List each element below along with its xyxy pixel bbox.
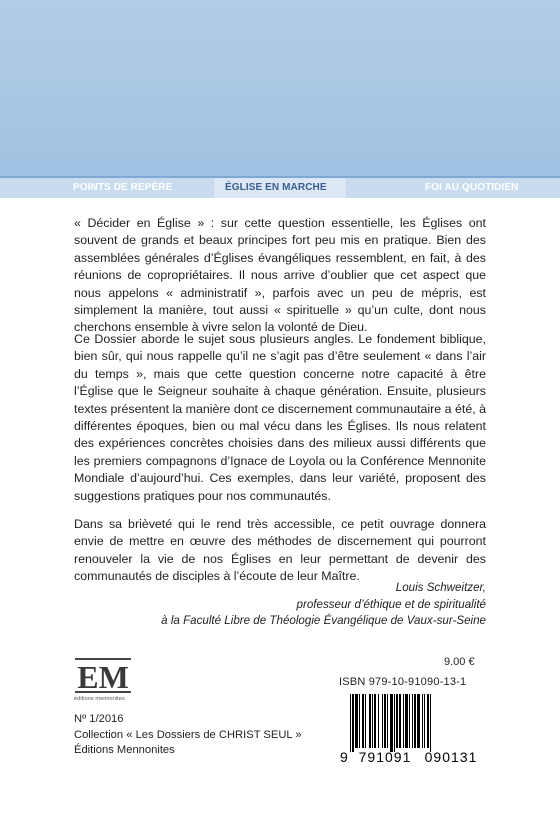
summary-paragraph-2: [74, 331, 486, 505]
paragraph-text: « Décider en Église » : sur cette question essentielle, les Églises ont souvent de grands et beaux principes fort peu mis en pratique. Bien des assemblées générales d’Églises évangéliques ressemblent, en fait, à des réunions de copropriétaires. Il nous arrive d’oublier que cet aspect que nous appelons « administratif », parfois avec un peu de mépris, est simplement la manière, tout aussi « spirituelle » qu’un culte, dont nous cherchons ensemble à vivre selon la volonté de Dieu.: [74, 216, 486, 335]
barcode-digits-left: 791091: [358, 749, 412, 764]
paragraph-text: Ce Dossier aborde le sujet sous plusieurs angles. Le fondement biblique, bien sûr, qui nous rappelle qu’il ne s’agit pas d’être seulement « dans l’air du temps », mais que cette question concerne notre capacité à être l’Église que le Seigneur souhaite à chaque génération. Ensuite, plusieurs textes présentent la manière dont ce discernement communautaire a été, à différentes époques, bien ou mal vécu dans les Églises. Ils nous relatent des expériences concrètes choisies dans des milieux aussi différents que les premiers compagnons d’Ignace de Loyola ou la Conférence Mennonite Mondiale d’aujourd’hui. Ces exemples, dans leur variété, proposent des suggestions pratiques pour nos communautés.: [74, 332, 486, 503]
publisher-name: Éditions Mennonites: [74, 744, 175, 756]
nav-label-points-de-repere: POINTS DE REPÈRE: [73, 182, 173, 193]
logo-mark: EM: [77, 659, 129, 695]
barcode-bar: [396, 694, 398, 748]
barcode-bar: [430, 694, 431, 752]
author-role: professeur d’éthique et de spiritualité: [296, 597, 486, 611]
barcode-bar: [412, 694, 413, 748]
isbn: ISBN 979-10-91090-13-1: [339, 676, 467, 688]
barcode-bar: [427, 694, 429, 748]
barcode-bar: [350, 694, 351, 752]
barcode-bar: [399, 694, 401, 748]
barcode-bar: [369, 694, 371, 748]
barcode-bar: [424, 694, 425, 748]
section-nav-bar: [0, 178, 560, 198]
logo-caption: éditions mennonites: [74, 696, 125, 702]
price: 9.00 €: [444, 656, 475, 668]
barcode-bar: [362, 694, 364, 748]
barcode-bar: [365, 694, 366, 748]
paragraph-text: Dans sa brièveté qui le rend très accessible, ce petit ouvrage donnera envie de mettre en œuvre des méthodes de discernement qui pourront renouveler la vie de nos Églises en leur permettant de devenir des communautés de disciples à l’écoute de leur Maître.: [74, 517, 486, 584]
barcode-bar: [372, 694, 373, 748]
barcode-bar: [390, 694, 393, 752]
publication-info: [74, 712, 302, 759]
barcode-bar: [355, 694, 358, 748]
barcode-bar: [422, 694, 423, 748]
barcode-bar: [352, 694, 354, 752]
publisher-logo: [74, 654, 132, 696]
barcode-bar: [414, 694, 416, 748]
nav-label-eglise-en-marche: ÉGLISE EN MARCHE: [225, 182, 327, 193]
summary-paragraph-3: [74, 516, 486, 586]
barcode-bar: [378, 694, 379, 748]
issue-number: Nº 1/2016: [74, 713, 124, 725]
nav-label-foi-au-quotidien: FOI AU QUOTIDIEN: [425, 182, 519, 193]
barcode-bar: [394, 694, 395, 752]
barcode-bar: [405, 694, 408, 748]
author-institution: à la Faculté Libre de Théologie Évangélique de Vaux-sur-Seine: [161, 614, 486, 628]
collection-name: Collection « Les Dossiers de CHRIST SEUL »: [74, 728, 302, 741]
barcode-bar: [409, 694, 410, 748]
barcode-bars: [350, 694, 431, 752]
barcode-bar: [387, 694, 388, 748]
barcode-bar: [384, 694, 386, 748]
barcode-bar: [359, 694, 360, 748]
barcode-bar: [403, 694, 404, 748]
barcode-bar: [382, 694, 383, 748]
summary-paragraph-1: [74, 215, 486, 337]
barcode-bar: [374, 694, 376, 748]
barcode-first-digit: 9: [340, 749, 348, 764]
author-name: Louis Schweitzer,: [395, 581, 486, 594]
author-signature: [66, 580, 486, 630]
barcode-digits-right: 090131: [424, 749, 478, 764]
barcode-bar: [417, 694, 420, 748]
barcode: [339, 694, 487, 764]
cover-top-band: [0, 0, 560, 177]
